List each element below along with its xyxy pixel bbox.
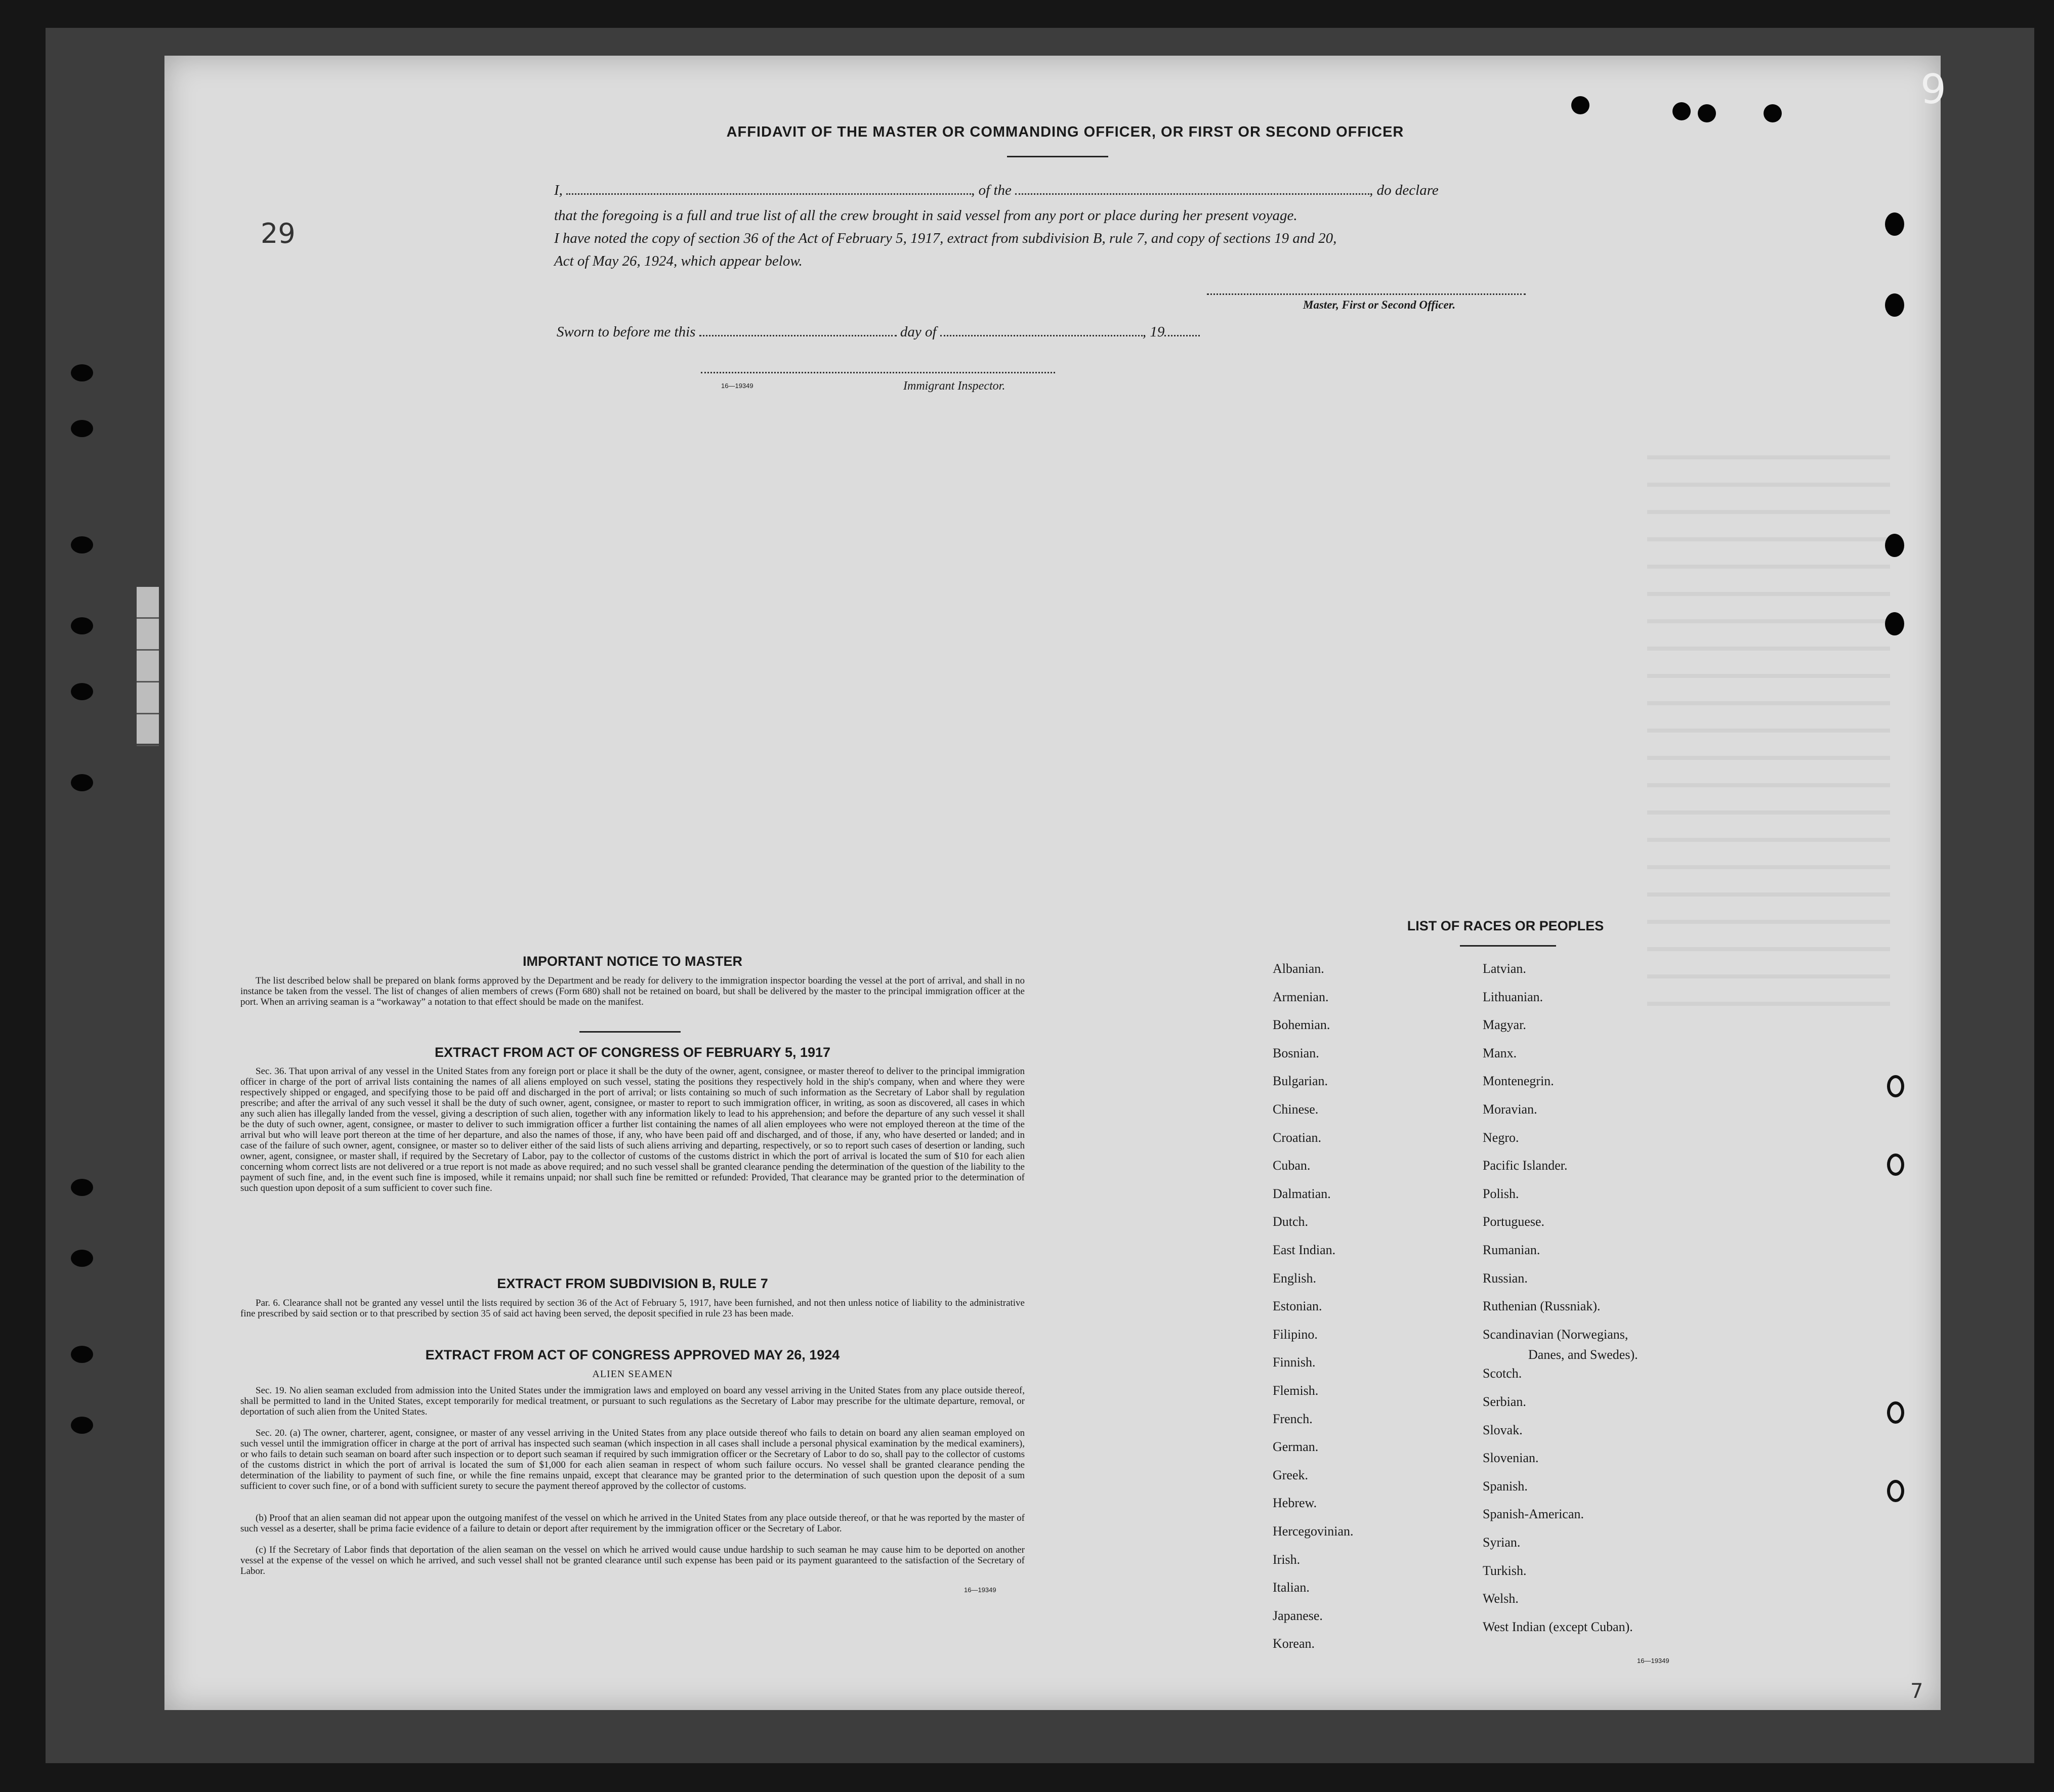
affidavit-line2: that the foregoing is a full and true list of all the crew brought in said vessel from any port or place during her present voyage. — [554, 207, 1297, 224]
race-item: Negro. — [1483, 1130, 1519, 1145]
signature-label: Master, First or Second Officer. — [1303, 298, 1456, 311]
notice-rule — [579, 1031, 681, 1033]
extract-1924-sec19: Sec. 19. No alien seaman excluded from admission into the United States under the immigration laws and employed on board any vessel arriving in the United States from any place outside thereof, shall be permitted to land in the United States, except temporarily for medical treatment, or pursuant to such regulations as the Secretary of Labor may prescribe for the ultimate departure, removal, or deportation of such alien from the United States. — [240, 1385, 1025, 1417]
affidavit-line4: Act of May 26, 1924, which appear below. — [554, 253, 803, 269]
binder-hole — [71, 1179, 93, 1196]
race-item: Pacific Islander. — [1483, 1158, 1568, 1173]
binder-hole — [71, 536, 93, 553]
race-item: Lithuanian. — [1483, 989, 1543, 1004]
page-number: 29 — [261, 218, 296, 249]
race-item: Cuban. — [1273, 1158, 1311, 1173]
name-blank — [566, 193, 971, 195]
extract-1924-form-number: 16—19349 — [964, 1586, 996, 1594]
race-item: French. — [1273, 1411, 1313, 1426]
punch-hole — [1885, 293, 1904, 317]
race-item: English. — [1273, 1270, 1316, 1286]
race-item: Croatian. — [1273, 1130, 1322, 1145]
race-item: Moravian. — [1483, 1102, 1537, 1117]
race-item: Rumanian. — [1483, 1243, 1540, 1257]
race-item: Dutch. — [1273, 1214, 1309, 1229]
race-item: Latvian. — [1483, 961, 1526, 976]
races-form-number: 16—19349 — [1637, 1657, 1669, 1665]
binder-hole — [71, 420, 93, 437]
race-item: Spanish-American. — [1483, 1507, 1584, 1522]
affidavit-do-declare: , do declare — [1369, 182, 1439, 198]
punch-hole — [1887, 1075, 1904, 1097]
notice-title: IMPORTANT NOTICE TO MASTER — [523, 954, 742, 969]
race-item: West Indian (except Cuban). — [1483, 1619, 1633, 1634]
race-item: Greek. — [1273, 1467, 1309, 1482]
binder-hole — [71, 774, 93, 791]
punch-hole — [1887, 1154, 1904, 1176]
notice-body: The list described below shall be prepared on blank forms approved by the Department and be ready for delivery to the immigration inspector boarding the vessel at the port of arrival, and shall in no instance be taken from the vessel. The list of changes of alien members of crews (Form 680) shall not be retained on board, but shall be delivered by the master to the principal immigration officer at the port. When an arriving seaman is a “workaway” a notation to that effect should be made on the manifest. — [240, 975, 1025, 1007]
affidavit-form-number: 16—19349 — [721, 382, 753, 390]
punch-hole — [1672, 102, 1691, 120]
race-item: Serbian. — [1483, 1394, 1526, 1409]
race-item: Albanian. — [1273, 961, 1324, 976]
race-item: Finnish. — [1273, 1355, 1316, 1370]
race-item: German. — [1273, 1439, 1319, 1455]
affidavit-of-the: , of the — [971, 182, 1012, 198]
binder-hole — [71, 364, 93, 381]
race-item: Turkish. — [1483, 1563, 1527, 1578]
race-item: Flemish. — [1273, 1383, 1319, 1398]
sworn-label: Sworn to before me this — [557, 324, 696, 340]
race-item: Korean. — [1273, 1636, 1315, 1651]
extract-rule7-body: Par. 6. Clearance shall not be granted any vessel until the lists required by section 36 of the Act of February 5, 1917, have been furnished, and not then unless notice of liability to the administrative fine prescribed by said section or to that prescribed by section 35 of said act having been served, the deposit specified in rule 23 has been made. — [240, 1298, 1025, 1319]
binder-hole — [71, 683, 93, 700]
race-item: Chinese. — [1273, 1102, 1319, 1117]
race-item: Russian. — [1483, 1270, 1528, 1286]
month-blank — [940, 335, 1143, 336]
punch-hole — [1887, 1480, 1904, 1502]
race-item: East Indian. — [1273, 1243, 1336, 1257]
race-item: Spanish. — [1483, 1478, 1528, 1494]
binder-hole — [71, 1417, 93, 1434]
underlying-page-edge — [137, 587, 159, 744]
sworn-line — [557, 324, 1200, 340]
race-item: Ruthenian (Russniak). — [1483, 1299, 1601, 1314]
race-item: Bulgarian. — [1273, 1074, 1328, 1089]
race-item: Slovenian. — [1483, 1450, 1539, 1466]
affidavit-title: AFFIDAVIT OF THE MASTER OR COMMANDING OFFICER, OR FIRST OR SECOND OFFICER — [726, 124, 1404, 140]
inspector-signature-line — [701, 372, 1055, 373]
race-item: Hebrew. — [1273, 1496, 1317, 1511]
extract-1917-title: EXTRACT FROM ACT OF CONGRESS OF FEBRUARY 5, 1917 — [434, 1045, 831, 1060]
punch-hole — [1698, 104, 1716, 122]
extract-1917-body: Sec. 36. That upon arrival of any vessel in the United States from any foreign port or place it shall be the duty of the owner, agent, consignee, or master thereof to deliver to the principal immigration officer in charge of the port of arrival lists containing the names of all aliens employed on such vessel, stating the positions they respectively hold in the ship's company, when and where they were respectively shipped or engaged, and specifying those to be paid off and discharged in the port of arrival; or lists containing so much of such information as the Secretary of Labor shall by regulation prescribe; and after the arrival of any such vessel it shall be the duty of such owner, agent, consignee, or master to report to such immigration officer, in writing, as soon as discovered, all cases in which any such alien has illegally landed from the vessel, giving a description of such alien, together with any information likely to lead to his apprehension; and before the departure of any such vessel it shall be the duty of such owner, agent, consignee, or master to deliver to such immigration officer a further list containing the names of all alien employees who were not employed thereon at the time of the arrival but who will leave port thereon at the time of her departure, and also the names of those, if any, who have been paid off and discharged, and of those, if any, who have deserted or landed; and in case of the failure of such owner, agent, consignee, or master so to deliver either of the said lists of such aliens arriving and departing, respectively, or so to report such cases of desertion or landing, such owner, agent, consignee, or master shall, if required by the Secretary of Labor, pay to the collector of customs of the customs district in which the port of arrival is located the sum of $10 for each alien concerning whom correct lists are not delivered or a true report is not made as above required; and no such vessel shall be granted clearance pending the determination of the question of the liability to the payment of such fine, and, in the event such fine is imposed, while it remains unpaid; nor shall such fine be remitted or refunded: Provided, That clearance may be granted prior to the determination of such question upon deposit of a sum sufficient to cover such fine. — [240, 1066, 1025, 1193]
corner-mark-bottom: 7 — [1910, 1680, 1923, 1703]
extract-1924-sec20b: (b) Proof that an alien seaman did not appear upon the outgoing manifest of the vessel on which he arrived in the United States from any place outside thereof, or that he was reported by the master of such vessel as a deserter, shall be prima facie evidence of a failure to detain or deport after requirement by the immigration officer or the Secretary of Labor. — [240, 1513, 1025, 1534]
race-item: Scotch. — [1483, 1366, 1522, 1381]
binder-hole — [71, 1250, 93, 1267]
day-of-label: day of — [900, 324, 937, 340]
manifest-sheet — [164, 56, 1946, 1710]
races-title-rule — [1460, 945, 1556, 947]
race-item: Irish. — [1273, 1552, 1301, 1567]
punch-hole — [1764, 104, 1782, 122]
binder-hole — [71, 617, 93, 634]
extract-1924-subtitle: ALIEN SEAMEN — [592, 1369, 673, 1380]
race-item: Manx. — [1483, 1045, 1517, 1060]
affidavit-i: I, — [554, 182, 563, 198]
punch-hole — [1571, 96, 1589, 114]
year-label: , 19 — [1142, 324, 1165, 340]
race-item: Magyar. — [1483, 1017, 1526, 1033]
race-item: Italian. — [1273, 1580, 1310, 1595]
race-item: Estonian. — [1273, 1299, 1322, 1314]
affidavit-title-rule — [1007, 156, 1108, 157]
vessel-blank — [1015, 193, 1369, 195]
year-blank — [1164, 335, 1200, 336]
race-item: Dalmatian. — [1273, 1186, 1331, 1201]
race-item: Filipino. — [1273, 1327, 1318, 1342]
race-item: Scandinavian (Norwegians, — [1483, 1327, 1628, 1342]
race-item: Bohemian. — [1273, 1017, 1330, 1033]
race-item: Welsh. — [1483, 1591, 1519, 1606]
punch-hole — [1887, 1401, 1904, 1424]
corner-mark: 9 — [1920, 66, 1946, 113]
race-item: Hercegovinian. — [1273, 1524, 1354, 1539]
race-item: Slovak. — [1483, 1422, 1523, 1437]
race-item: Armenian. — [1273, 989, 1329, 1004]
race-item: Japanese. — [1273, 1608, 1323, 1623]
race-item: Portuguese. — [1483, 1214, 1545, 1229]
race-item-continuation: Danes, and Swedes). — [1528, 1347, 1638, 1362]
extract-1924-sec20a: Sec. 20. (a) The owner, charterer, agent, consignee, or master of any vessel arriving in the United States from any place outside thereof who fails to detain on board any alien seaman employed on such vessel until the immigration officer in charge at the port of arrival has inspected such seaman (which inspection in all cases shall include a personal physical examination by the medical examiners), or who fails to detain such seaman on board after such inspection or to deport such seaman if required by such immigration officer or the Secretary of Labor to do so, shall pay to the collector of customs of the customs district in which the port of arrival is located the sum of $1,000 for each alien seaman in respect of whom such failure occurs. No vessel shall be granted clearance pending the determination of the liability to payment of such fine, or while the fine remains unpaid, except that clearance may be granted prior to the determination of such question upon the deposit of a sum sufficient to cover such fine, or of a bond with sufficient surety to secure the payment thereof approved by the collector of customs. — [240, 1428, 1025, 1491]
signature-line — [1207, 293, 1526, 295]
day-blank — [699, 335, 897, 336]
scan-bleed-through — [1647, 455, 1890, 1012]
extract-1924-sec20c: (c) If the Secretary of Labor finds that deportation of the alien seaman on the vessel on which he arrived would cause undue hardship to such seaman he may cause him to be deported on another vessel at the expense of the vessel on which he arrived, and such vessel shall not be granted clearance until such expense has been paid or its payment guaranteed to the satisfaction of the Secretary of Labor. — [240, 1545, 1025, 1576]
race-item: Syrian. — [1483, 1535, 1521, 1550]
races-title: LIST OF RACES OR PEOPLES — [1407, 918, 1604, 933]
extract-rule7-title: EXTRACT FROM SUBDIVISION B, RULE 7 — [497, 1276, 768, 1291]
affidavit-line3: I have noted the copy of section 36 of the Act of February 5, 1917, extract from subdivision B, rule 7, and copy of sections 19 and 20, — [554, 230, 1337, 246]
affidavit-line1 — [554, 182, 1439, 199]
race-item: Montenegrin. — [1483, 1074, 1554, 1089]
race-item: Polish. — [1483, 1186, 1519, 1201]
race-item: Bosnian. — [1273, 1045, 1319, 1060]
punch-hole — [1885, 212, 1904, 236]
binder-hole — [71, 1346, 93, 1363]
extract-1924-title: EXTRACT FROM ACT OF CONGRESS APPROVED MAY 26, 1924 — [425, 1347, 840, 1362]
inspector-label: Immigrant Inspector. — [903, 379, 1005, 393]
